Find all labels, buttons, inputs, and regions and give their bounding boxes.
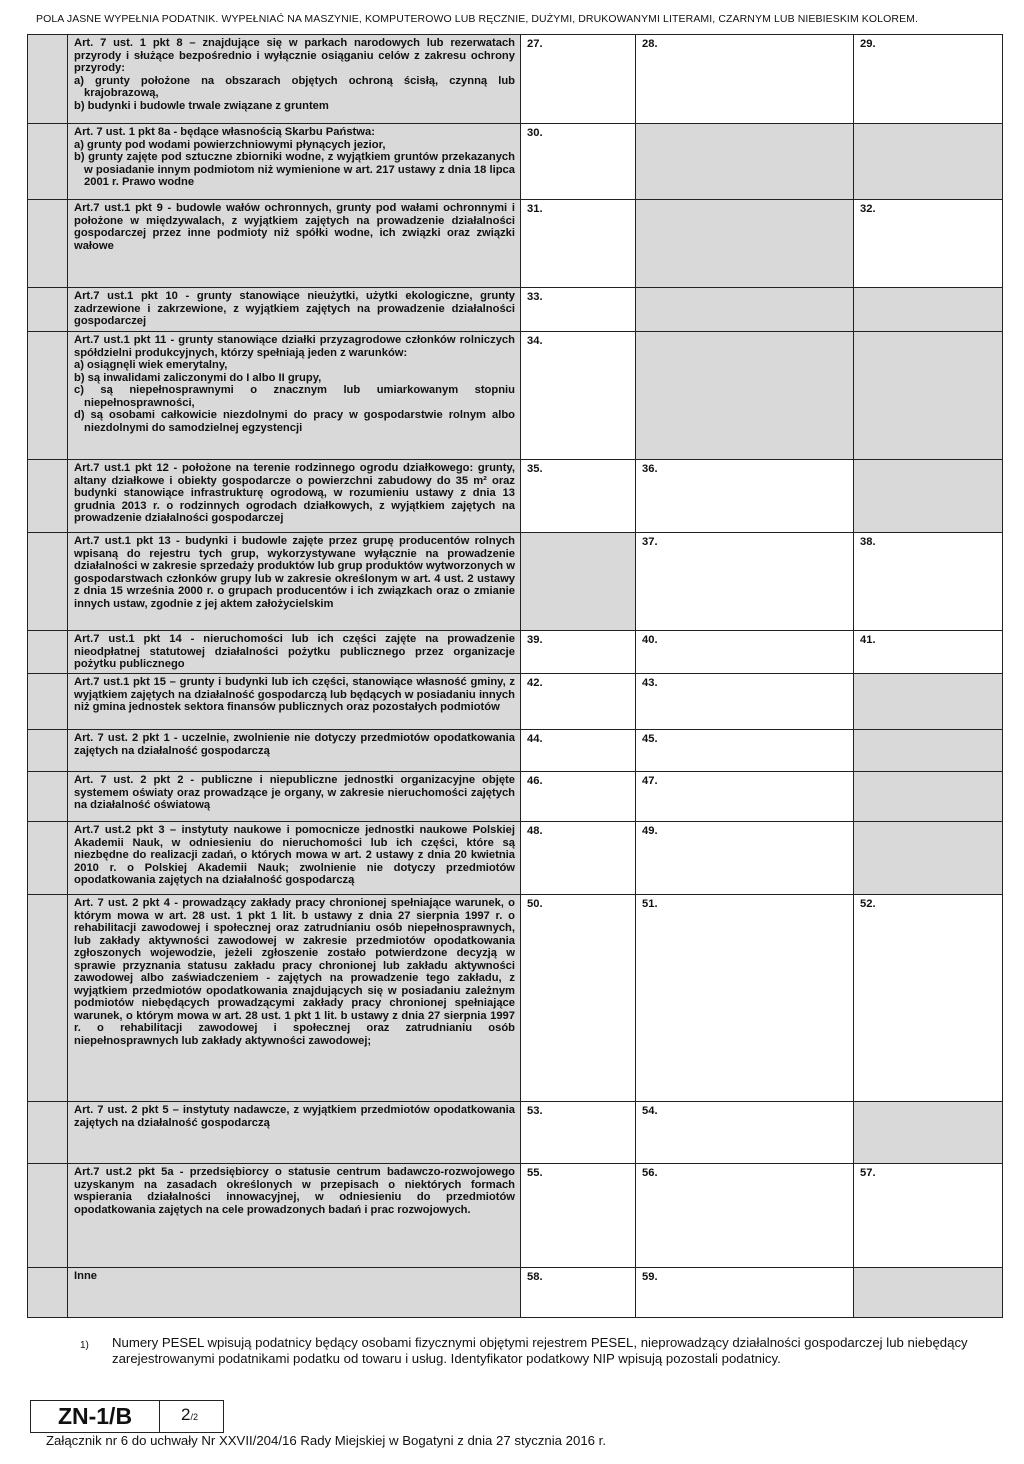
input-field[interactable] [636,895,854,1102]
field-number: 31. [527,203,543,215]
disabled-field [854,822,1003,895]
row-description [68,35,521,124]
input-field[interactable] [854,895,1003,1102]
table-row [28,533,1003,631]
description-text: Art.7 ust.1 pkt 9 - budowle wałów ochronnych, grunty pod wałami ochronnymi i położone w międzywalach, z wyjątkiem zajętych na prowadzenie działalności gospodarczej przez inne podmioty niż spółki wodne, ich związki oraz związki wałowe [74,202,515,252]
footnote-text: Numery PESEL wpisują podatnicy będący osobami fizycznymi objętymi rejestrem PESEL, nieprowadzący działalności gospodarczej lub niebędący zarejestrowanymi podatnikami podatku od towaru i usług. Identyfikator podatkowy NIP wpisują pozostali podatnicy. [112,1335,968,1366]
form-code: ZN-1/B [31,1401,160,1432]
page-number [181,1405,198,1425]
row-stub [28,533,68,631]
row-stub [28,460,68,533]
field-number: 48. [527,825,543,837]
description-text: Art.7 ust.1 pkt 11 - grunty stanowiące działki przyzagrodowe członków rolniczych spółdzielni produkcyjnych, którzy spełniają jeden z warunków: [74,334,515,359]
description-text: Art. 7 ust. 2 pkt 4 - prowadzący zakłady pracy chronionej spełniające warunek, o którym mowa w art. 28 ust. 1 pkt 1 lit. b ustawy z dnia 27 sierpnia 1997 r. o rehabilitacji zawodowej i społecznej oraz zatrudnianiu osób niepełnosprawnych, lub zakłady aktywności zawodowej w zakresie przedmiotów opodatkowania zgłoszonych wojewodzie, jeżeli zgłoszenie zostało potwierdzone decyzją w sprawie przyznania statusu zakładu pracy chronionej lub zakładu aktywności zawodowej albo zaświadczeniem - zajętych na prowadzenie tego zakładu, z wyjątkiem przedmiotów opodatkowania znajdujących się w posiadaniu zależnym podmiotów niebędących prowadzącymi zakłady pracy chronionej spełniające warunek, o którym mowa w art. 28 ust. 1 pkt 1 lit. b ustawy z dnia 27 sierpnia 1997 r. o rehabilitacji zawodowej i społecznej oraz zatrudnianiu osób niepełnosprawnych lub zakłady aktywności zawodowej; [74,897,515,1047]
description-item: b) grunty zajęte pod sztuczne zbiorniki wodne, z wyjątkiem gruntów przekazanych w posiadanie innym podmiotom niż wymienione w art. 217 ustawy z dnia 18 lipca 2001 r. Prawo wodne [74,151,515,188]
input-field[interactable] [636,674,854,730]
row-description [68,1164,521,1268]
input-field[interactable] [636,460,854,533]
field-number: 38. [860,536,876,548]
table-row [28,124,1003,200]
table-row [28,895,1003,1102]
input-field[interactable] [521,1102,636,1164]
description-text: Art. 7 ust. 1 pkt 8 – znajdujące się w parkach narodowych lub rezerwatach przyrody i służące bezpośrednio i wyłącznie osiąganiu celów z zakresu ochrony przyrody: [74,37,515,74]
disabled-field [854,332,1003,460]
field-number: 56. [642,1167,658,1179]
description-item: a) grunty położone na obszarach objętych ochroną ścisłą, czynną lub krajobrazową, [74,74,515,99]
disabled-field [854,730,1003,772]
disabled-field [636,288,854,332]
input-field[interactable] [521,730,636,772]
disabled-field [636,200,854,288]
disabled-field [854,124,1003,200]
description-text: Art.7 ust.2 pkt 5a - przedsiębiorcy o statusie centrum badawczo-rozwojowego uzyskanym na zasadach określonych w przepisach o niektórych formach wspierania działalności innowacyjnej, w odniesieniu do przedmiotów opodatkowania zajętych na cele prowadzonych badań i prac rozwojowych. [74,1166,515,1216]
footnote-mark: 1) [80,1340,89,1351]
field-number: 49. [642,825,658,837]
input-field[interactable] [636,1164,854,1268]
field-number: 59. [642,1271,658,1283]
row-description [68,822,521,895]
table-row [28,772,1003,822]
description-item: d) są osobami całkowicie niezdolnymi do pracy w gospodarstwie rolnym albo niezdolnymi do samodzielnej egzystencji [74,409,515,434]
field-number: 39. [527,634,543,646]
row-description [68,460,521,533]
input-field[interactable] [521,460,636,533]
table-row [28,631,1003,674]
input-field[interactable] [854,35,1003,124]
input-field[interactable] [521,822,636,895]
table-row [28,332,1003,460]
description-item: a) grunty pod wodami powierzchniowymi płynących jezior, [74,138,386,151]
row-stub [28,332,68,460]
input-field[interactable] [636,1268,854,1318]
field-number: 53. [527,1105,543,1117]
page-current: 2 [181,1405,191,1424]
field-number: 37. [642,536,658,548]
description-text: Art.7 ust.1 pkt 15 – grunty i budynki lub ich części, stanowiące własność gminy, z wyjątkiem zajętych na działalność gospodarczą lub będących w posiadaniu innych niż gmina jednostek sektora finansów publicznych oraz pozostałych podmiotów [74,676,515,713]
input-field[interactable] [854,631,1003,674]
description-text: Art. 7 ust. 2 pkt 1 - uczelnie, zwolnienie nie dotyczy przedmiotów opodatkowania zajętych na działalność gospodarczą [74,732,515,757]
field-number: 47. [642,775,658,787]
field-number: 34. [527,335,543,347]
row-description [68,533,521,631]
row-description [68,124,521,200]
table-row [28,200,1003,288]
row-stub [28,772,68,822]
field-number: 55. [527,1167,543,1179]
row-stub [28,822,68,895]
disabled-field [636,124,854,200]
attachment-note: Załącznik nr 6 do uchwały Nr XXVII/204/16 Rady Miejskiej w Bogatyni z dnia 27 stycznia 2016 r. [46,1433,607,1448]
field-number: 35. [527,463,543,475]
description-text: Art.7 ust.1 pkt 12 - położone na terenie rodzinnego ogrodu działkowego: grunty, altany działkowe i obiekty gospodarcze o powierzchni zabudowy do 35 m² oraz budynki stanowiące infrastrukturę ogrodową, w rozumieniu ustawy z dnia 13 grudnia 2013 r. o rodzinnych ogrodach działkowych, z wyjątkiem zajętych na prowadzenie działalności gospodarczej [74,462,515,524]
field-number: 50. [527,898,543,910]
table-row [28,1102,1003,1164]
input-field[interactable] [636,730,854,772]
disabled-field [521,533,636,631]
row-stub [28,288,68,332]
disabled-field [636,332,854,460]
field-number: 32. [860,203,876,215]
input-field[interactable] [636,533,854,631]
table-row [28,1164,1003,1268]
row-description [68,1268,521,1318]
description-text: Art.7 ust.2 pkt 3 – instytuty naukowe i pomocnicze jednostki naukowe Polskiej Akademii Nauk, w odniesieniu do nieruchomości lub ich części, które są niezbędne do realizacji zadań, o których mowa w art. 2 ustawy z dnia 20 kwietnia 2010 r. o Polskiej Akademii Nauk; zwolnienie nie dotyczy przedmiotów opodatkowania zajętych na działalność gospodarczą [74,824,515,886]
description-text: Art. 7 ust. 2 pkt 5 – instytuty nadawcze, z wyjątkiem przedmiotów opodatkowania zajętych na działalność gospodarczą [74,1104,515,1129]
row-description [68,200,521,288]
input-field[interactable] [521,35,636,124]
field-number: 29. [860,38,876,50]
input-field[interactable] [636,35,854,124]
input-field[interactable] [636,1102,854,1164]
input-field[interactable] [854,533,1003,631]
disabled-field [854,1102,1003,1164]
field-number: 54. [642,1105,658,1117]
row-description [68,288,521,332]
row-stub [28,200,68,288]
description-item: a) osiągnęli wiek emerytalny, [74,359,228,371]
table-row [28,1268,1003,1318]
row-description [68,332,521,460]
description-text: Inne [74,1270,97,1282]
field-number: 46. [527,775,543,787]
input-field[interactable] [521,288,636,332]
disabled-field [854,674,1003,730]
row-description [68,730,521,772]
row-stub [28,730,68,772]
row-description [68,1102,521,1164]
description-text: Art.7 ust.1 pkt 10 - grunty stanowiące nieużytki, użytki ekologiczne, grunty zadrzewione i zakrzewione, z wyjątkiem zajętych na prowadzenie działalności gospodarczej [74,290,515,327]
field-number: 52. [860,898,876,910]
field-number: 36. [642,463,658,475]
field-number: 43. [642,677,658,689]
input-field[interactable] [521,200,636,288]
input-field[interactable] [521,674,636,730]
input-field[interactable] [521,332,636,460]
row-stub [28,35,68,124]
row-stub [28,1164,68,1268]
row-stub [28,1268,68,1318]
field-number: 42. [527,677,543,689]
table-row [28,460,1003,533]
row-stub [28,674,68,730]
table-row [28,730,1003,772]
page-total: /2 [190,1412,198,1422]
table-row [28,822,1003,895]
field-number: 58. [527,1271,543,1283]
table-row [28,35,1003,124]
description-text: Art.7 ust.1 pkt 14 - nieruchomości lub ich części zajęte na prowadzenie nieodpłatnej statutowej działalności pożytku publicznego przez organizacje pożytku publicznego [74,633,515,670]
input-field[interactable] [521,1164,636,1268]
row-stub [28,124,68,200]
field-number: 45. [642,733,658,745]
input-field[interactable] [521,1268,636,1318]
disabled-field [854,772,1003,822]
header-note: POLA JASNE WYPEŁNIA PODATNIK. WYPEŁNIAĆ NA MASZYNIE, KOMPUTEROWO LUB RĘCZNIE, DUŻYMI, DRUKOWANYMI LITERAMI, CZARNYM LUB NIEBIESKIM KOLOREM. [36,13,919,25]
description-text: Art.7 ust.1 pkt 13 - budynki i budowle zajęte przez grupę producentów rolnych wpisaną do rejestru tych grup, wykorzystywane wyłącznie na prowadzenie działalności w zakresie sprzedaży produktów lub grup produktów wytworzonych w gospodarstwach członków grupy lub w zakresie określonym w art. 4 ust. 2 ustawy z dnia 15 września 2000 r. o grupach producentów i ich związkach oraz o zmianie innych ustaw, zgodnie z jej aktem założycielskim [74,535,515,610]
table-row [28,288,1003,332]
field-number: 27. [527,38,543,50]
table-row [28,674,1003,730]
row-stub [28,895,68,1102]
row-description [68,674,521,730]
input-field[interactable] [521,124,636,200]
input-field[interactable] [636,631,854,674]
input-field[interactable] [636,772,854,822]
field-number: 40. [642,634,658,646]
row-stub [28,1102,68,1164]
field-number: 44. [527,733,543,745]
exemption-table [27,34,1003,1318]
field-number: 41. [860,634,876,646]
field-number: 28. [642,38,658,50]
disabled-field [854,460,1003,533]
row-description [68,895,521,1102]
description-text: Art. 7 ust. 2 pkt 2 - publiczne i niepubliczne jednostki organizacyjne objęte systemem oświaty oraz prowadzące je organy, w zakresie nieruchomości zajętych na działalność oświatową [74,774,515,811]
field-number: 33. [527,291,543,303]
field-number: 51. [642,898,658,910]
input-field[interactable] [521,631,636,674]
input-field[interactable] [854,200,1003,288]
row-description [68,772,521,822]
description-item: c) są niepełnosprawnymi o znacznym lub umiarkowanym stopniu niepełnosprawności, [74,384,515,409]
description-text: Art. 7 ust. 1 pkt 8a - będące własnością Skarbu Państwa: [74,126,375,138]
input-field[interactable] [854,1164,1003,1268]
input-field[interactable] [636,822,854,895]
description-item: b) są inwalidami zaliczonymi do I albo II grupy, [74,371,322,384]
description-item: b) budynki i budowle trwale związane z gruntem [74,99,329,112]
field-number: 57. [860,1167,876,1179]
row-description [68,631,521,674]
input-field[interactable] [521,895,636,1102]
disabled-field [854,1268,1003,1318]
footnote [80,1335,990,1367]
form-id-box [30,1400,224,1433]
field-number: 30. [527,127,543,139]
disabled-field [854,288,1003,332]
input-field[interactable] [521,772,636,822]
row-stub [28,631,68,674]
